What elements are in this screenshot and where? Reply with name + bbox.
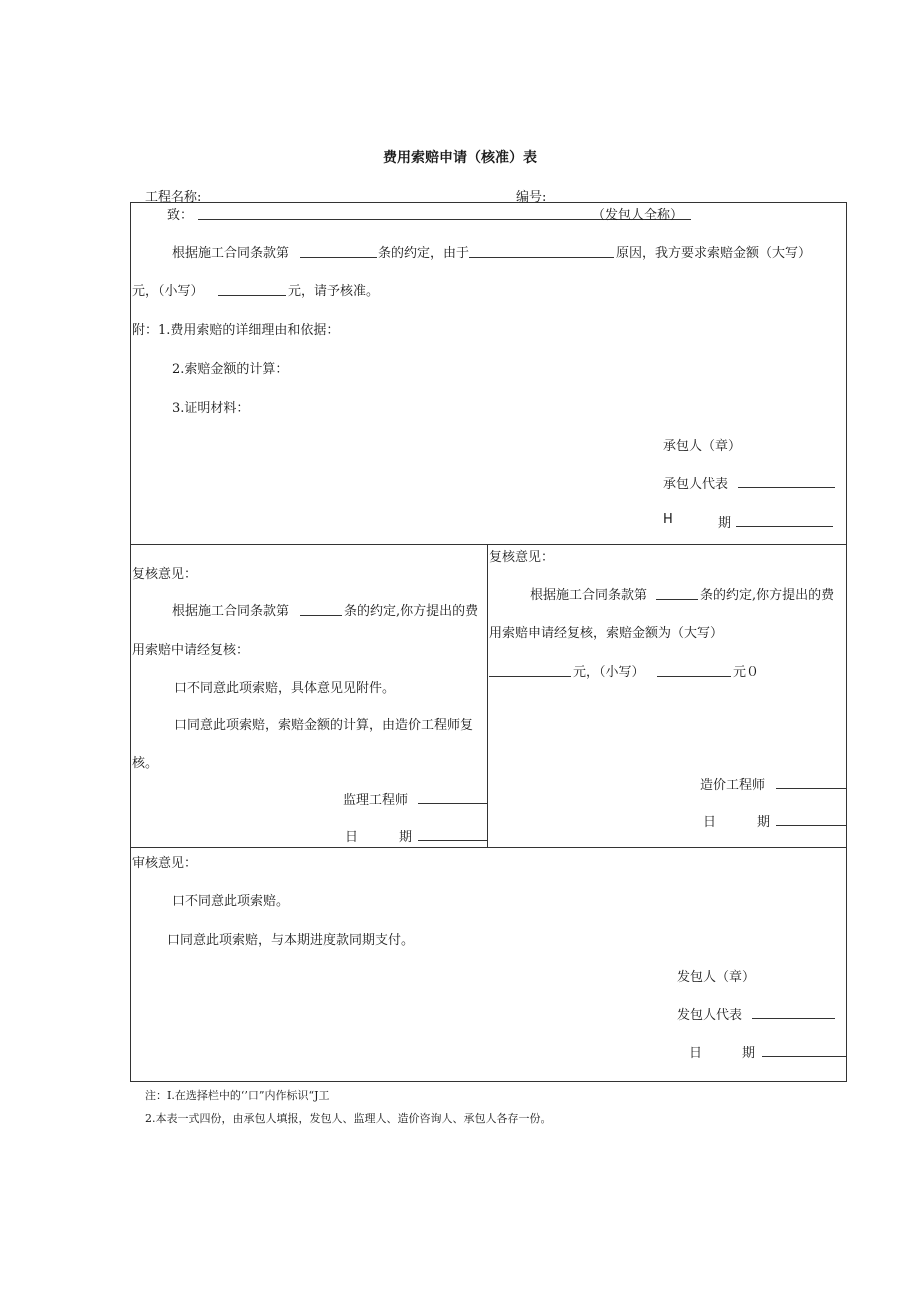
owner-name-hint: （发包人全称） <box>592 208 684 223</box>
approval-date-a: 日 <box>689 1046 703 1061</box>
review-left-opt1[interactable]: 口不同意此项索赔，具体意见见附件。 <box>174 681 396 696</box>
approval-heading: 审核意见： <box>132 856 198 871</box>
to-label: 致： <box>167 208 194 223</box>
attach-1: 附：1.费用索赔的详细理由和依据： <box>132 323 340 338</box>
approval-opt1[interactable]: 口不同意此项索赔。 <box>172 894 290 909</box>
review-right-date-b: 期 <box>757 815 771 830</box>
project-name-label: 工程名称: <box>145 190 202 205</box>
reason-field[interactable] <box>469 257 614 258</box>
number-label: 编号: <box>516 190 547 205</box>
review-divider <box>487 544 488 848</box>
owner-seal: 发包人（章） <box>677 970 756 985</box>
cost-engineer-label: 造价工程师 <box>700 778 766 793</box>
note-2: 2.本表一式四份，由承包人填报，发包人、监理人、造价咨询人、承包人各存一份。 <box>145 1112 552 1125</box>
review-left-date-b: 期 <box>399 830 413 845</box>
review-left-para-b: 条的约定,你方提出的费 <box>344 604 479 619</box>
approval-date-field[interactable] <box>762 1056 846 1057</box>
para1-c: 原因，我方要求索赔金额（大写） <box>616 246 812 261</box>
review-left-para-a: 根据施工合同条款第 <box>172 604 290 619</box>
review-right-amount-small-field[interactable] <box>657 676 731 677</box>
review-right-para-c: 用索赔申请经复核，索赔金额为（大写） <box>489 626 724 641</box>
review-right-amount-big-field[interactable] <box>489 676 571 677</box>
form-title: 费用索赔申请（核准）表 <box>383 150 537 166</box>
review-left-date-field[interactable] <box>418 840 487 841</box>
contractor-date-field[interactable] <box>736 526 833 527</box>
section-approval <box>130 847 847 1082</box>
review-left-para-c: 用索赔中请经复核： <box>132 643 250 658</box>
contractor-date-b: 期 <box>718 516 732 531</box>
review-left-date-a: 日 <box>345 830 359 845</box>
para2-b: 元，请予核准。 <box>288 284 380 299</box>
contractor-date-a: H <box>663 512 673 527</box>
note-1: 注：Ⅰ.在选择栏中的‘’口”内作标识“J工 <box>145 1089 330 1102</box>
review-right-clause-field[interactable] <box>656 599 698 600</box>
review-right-para-a: 根据施工合同条款第 <box>530 588 648 603</box>
approval-opt2[interactable]: 口同意此项索赔，与本期进度款同期支付。 <box>167 933 415 948</box>
amount-small-field[interactable] <box>218 295 286 296</box>
review-right-amount-a: 元，（小写） <box>573 665 645 680</box>
review-right-heading: 复核意见： <box>489 550 555 565</box>
owner-rep-label: 发包人代表 <box>677 1008 743 1023</box>
review-left-opt2-cont: 核。 <box>132 756 159 771</box>
review-right-para-b: 条的约定,你方提出的费 <box>700 588 835 603</box>
review-right-date-field[interactable] <box>776 825 846 826</box>
review-left-heading: 复核意见： <box>132 567 198 582</box>
review-left-clause-field[interactable] <box>300 615 342 616</box>
supervisor-field[interactable] <box>418 803 487 804</box>
para2-a: 元，（小写） <box>132 284 204 299</box>
para1-a: 根据施工合同条款第 <box>172 246 290 261</box>
review-right-date-a: 日 <box>703 815 717 830</box>
contractor-rep-label: 承包人代表 <box>663 477 729 492</box>
contractor-rep-field[interactable] <box>738 487 835 488</box>
owner-rep-field[interactable] <box>752 1018 835 1019</box>
clause-field[interactable] <box>300 257 377 258</box>
contractor-seal: 承包人（章） <box>663 439 742 454</box>
review-right-amount-b: 元０ <box>733 665 760 680</box>
approval-date-b: 期 <box>742 1046 756 1061</box>
cost-engineer-field[interactable] <box>776 788 846 789</box>
supervisor-label: 监理工程师 <box>343 793 409 808</box>
review-left-opt2[interactable]: 口同意此项索赔，索赔金额的计算，由造价工程师复 <box>174 718 474 733</box>
para1-b: 条的约定，由于 <box>378 246 470 261</box>
attach-2: 2.索赔金额的计算： <box>172 362 289 377</box>
attach-3: 3.证明材料： <box>172 401 250 416</box>
